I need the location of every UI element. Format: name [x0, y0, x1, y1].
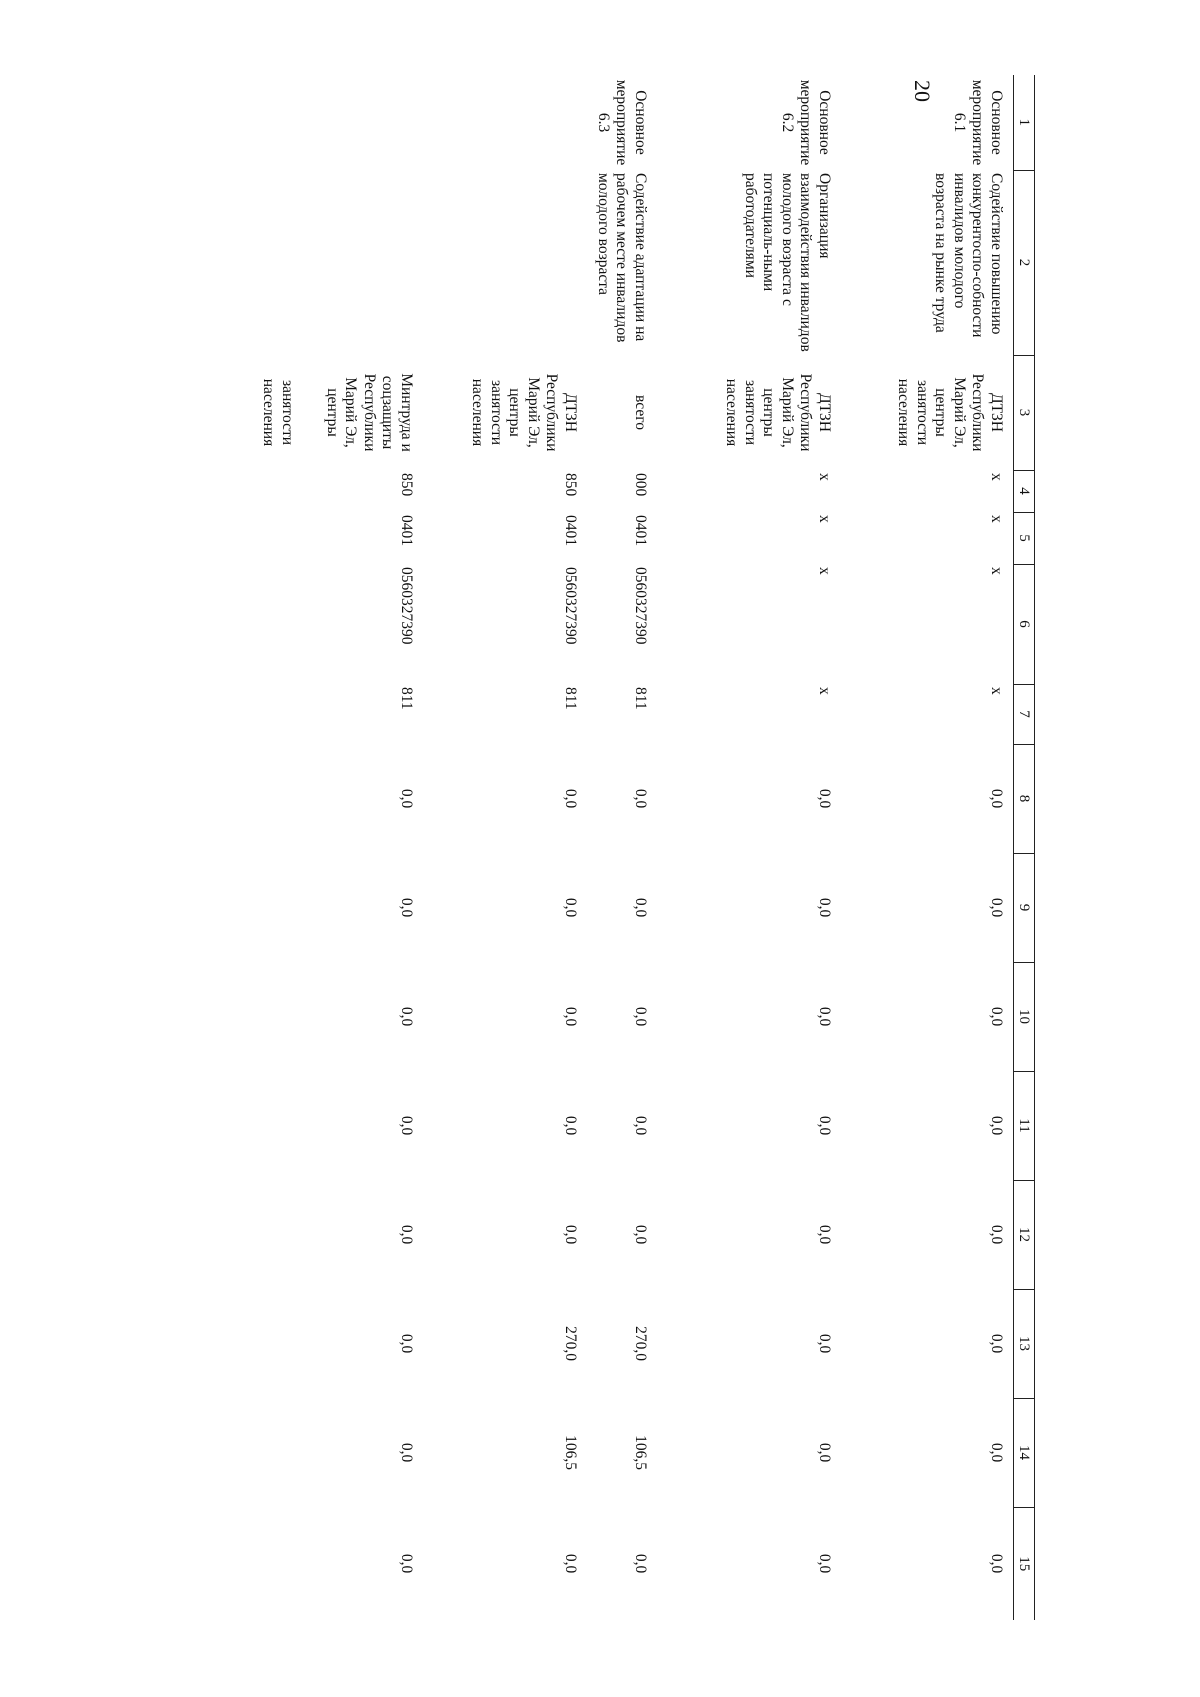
value-col-8: 0,0 — [816, 788, 833, 809]
measure-name: Организация взаимодействия инвалидов молодого возраста с потенциаль-ными работодателями — [741, 173, 833, 352]
expense-type-code: 811 — [398, 687, 415, 710]
target-code: х — [988, 567, 1005, 575]
value-col-15: 0,0 — [562, 1553, 579, 1574]
section-code: х — [816, 515, 833, 523]
value-col-10: 0,0 — [632, 1006, 649, 1027]
value-col-8: 0,0 — [988, 788, 1005, 809]
measure-name: Содействие повышению конкурентоспо-собности инвалидов молодого возраста на рынке труда — [932, 173, 1005, 338]
value-col-15: 0,0 — [632, 1553, 649, 1574]
executor-name: Минтруда и соцзащиты Республики Марий Эл, центры — [323, 373, 415, 452]
expense-type-code: х — [988, 687, 1005, 695]
col-header-6: 6 — [1014, 564, 1035, 684]
executor: всего — [632, 395, 649, 430]
executor: ДТЗН Республики Марий Эл, центры занятости населения — [895, 373, 1005, 452]
executor — [253, 355, 423, 470]
column-number-row — [1014, 75, 1035, 1620]
target-code: 0560327390 — [632, 567, 649, 645]
value-col-12: 0,0 — [816, 1224, 833, 1245]
value-col-15: 0,0 — [988, 1553, 1005, 1574]
value-col-11: 0,0 — [398, 1115, 415, 1136]
value-col-14: 106,5 — [562, 1435, 579, 1470]
value-col-9: 0,0 — [632, 897, 649, 918]
value-col-14: 106,5 — [632, 1435, 649, 1470]
value-col-11: 0,0 — [562, 1115, 579, 1136]
value-col-9: 0,0 — [988, 897, 1005, 918]
value-col-8: 0,0 — [632, 788, 649, 809]
value-col-10: 0,0 — [398, 1006, 415, 1027]
value-col-12: 0,0 — [632, 1224, 649, 1245]
measure-number: Основное мероприятие 6.3 — [594, 79, 649, 166]
col-header-7: 7 — [1014, 684, 1035, 744]
col-header-13: 13 — [1014, 1289, 1035, 1398]
section-code: 0401 — [632, 515, 649, 546]
value-col-13: 0,0 — [988, 1333, 1005, 1354]
col-header-2: 2 — [1014, 170, 1035, 355]
grbs-code: х — [816, 473, 833, 481]
col-header-12: 12 — [1014, 1180, 1035, 1289]
col-header-3: 3 — [1014, 355, 1035, 470]
target-code: 0560327390 — [562, 567, 579, 645]
col-header-5: 5 — [1014, 512, 1035, 564]
col-header-1: 1 — [1014, 75, 1035, 170]
value-col-10: 0,0 — [988, 1006, 1005, 1027]
executor: ДТЗН Республики Марий Эл, центры занятости населения — [723, 373, 833, 452]
value-col-14: 0,0 — [988, 1442, 1005, 1463]
value-col-8: 0,0 — [398, 788, 415, 809]
col-header-8: 8 — [1014, 744, 1035, 853]
value-col-13: 0,0 — [816, 1333, 833, 1354]
section-code: 0401 — [562, 515, 579, 546]
grbs-code: х — [988, 473, 1005, 481]
expense-type-code: х — [816, 687, 833, 695]
value-col-14: 0,0 — [398, 1442, 415, 1463]
grbs-code: 850 — [562, 473, 579, 497]
col-header-11: 11 — [1014, 1071, 1035, 1180]
page-number: 20 — [910, 80, 935, 102]
col-header-10: 10 — [1014, 962, 1035, 1071]
value-col-11: 0,0 — [988, 1115, 1005, 1136]
measure-number: Основное мероприятие 6.2 — [778, 79, 833, 166]
measure-number: Основное мероприятие 6.1 — [950, 79, 1005, 166]
value-col-12: 0,0 — [988, 1224, 1005, 1245]
table-row — [657, 75, 841, 1620]
value-col-14: 0,0 — [816, 1442, 833, 1463]
expense-type-code: 811 — [562, 687, 579, 710]
value-col-8: 0,0 — [562, 788, 579, 809]
value-col-10: 0,0 — [816, 1006, 833, 1027]
budget-table-sheet — [180, 75, 1035, 1620]
table-row — [841, 75, 1014, 1620]
section-code: 0401 — [398, 515, 415, 546]
value-col-12: 0,0 — [562, 1224, 579, 1245]
col-header-15: 15 — [1014, 1507, 1035, 1620]
value-col-9: 0,0 — [398, 897, 415, 918]
value-col-10: 0,0 — [562, 1006, 579, 1027]
value-col-11: 0,0 — [632, 1115, 649, 1136]
value-col-13: 270,0 — [632, 1326, 649, 1361]
grbs-code: 000 — [632, 473, 649, 497]
value-col-11: 0,0 — [816, 1115, 833, 1136]
value-col-15: 0,0 — [816, 1553, 833, 1574]
executor: ДТЗН Республики Марий Эл, центры занятости населения — [469, 373, 579, 452]
col-header-14: 14 — [1014, 1398, 1035, 1507]
table-row — [587, 75, 657, 1620]
expense-type-code: 811 — [632, 687, 649, 710]
value-col-12: 0,0 — [398, 1224, 415, 1245]
target-code: х — [816, 567, 833, 575]
value-col-13: 270,0 — [562, 1326, 579, 1361]
section-code: х — [988, 515, 1005, 523]
value-col-9: 0,0 — [562, 897, 579, 918]
target-code: 0560327390 — [398, 567, 415, 645]
grbs-code: 850 — [398, 473, 415, 497]
value-col-15: 0,0 — [398, 1553, 415, 1574]
budget-table — [253, 75, 1035, 1620]
measure-name: Содействие адаптации на рабочем месте инвалидов молодого возраста — [594, 173, 649, 343]
executor-name-continued: занятости населения — [260, 378, 297, 447]
value-col-13: 0,0 — [398, 1333, 415, 1354]
value-col-9: 0,0 — [816, 897, 833, 918]
col-header-4: 4 — [1014, 470, 1035, 512]
col-header-9: 9 — [1014, 853, 1035, 962]
